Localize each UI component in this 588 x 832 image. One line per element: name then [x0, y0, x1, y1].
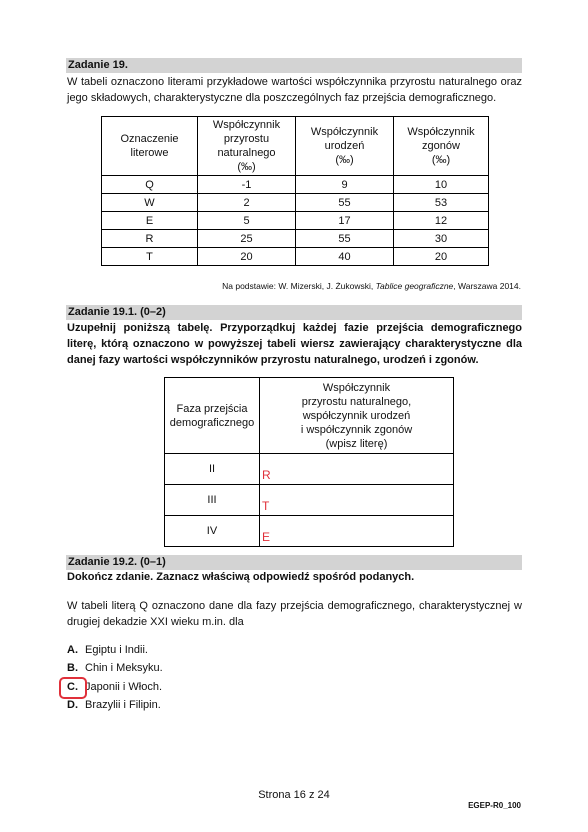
cell: 20	[394, 248, 489, 266]
answer-cell[interactable]: R	[260, 454, 454, 485]
task-19-1-instruction: Uzupełnij poniższą tabelę. Przyporządkuj każdej fazie przejścia demograficznego literę, którą oznaczono w powyższej tabeli wiersz zawierający charakterystyczne dla danej fazy wartości współczynników przyrostu naturalnego, urodzeń i zgonów.	[67, 322, 522, 366]
cell: 25	[198, 230, 296, 248]
cell: 53	[394, 194, 489, 212]
table-row	[165, 454, 454, 485]
phase-cell: IV	[165, 516, 260, 547]
header-phase: Faza przejścia demograficznego	[165, 378, 260, 454]
task-19-2-question: W tabeli literą Q oznaczono dane dla fazy przejścia demograficznego, charakterystycznej w drugiej dekadzie XXI wieku m.in. dla	[67, 600, 522, 628]
task-19-intro: W tabeli oznaczono literami przykładowe wartości współczynnika przyrostu naturalnego oraz jego składowych, charakterystyczne dla poszczególnych faz przejścia demograficznego.	[67, 76, 522, 104]
option-b[interactable]: B. Chin i Meksyku.	[67, 662, 163, 674]
table-row	[165, 516, 454, 547]
phase-cell: III	[165, 485, 260, 516]
cell: Q	[102, 176, 198, 194]
cell: 2	[198, 194, 296, 212]
selected-answer-mark	[59, 677, 87, 699]
table-row	[102, 176, 489, 194]
answer-cell[interactable]: E	[260, 516, 454, 547]
cell: 40	[296, 248, 394, 266]
option-a[interactable]: A. Egiptu i Indii.	[67, 644, 148, 656]
table-row	[102, 194, 489, 212]
cell: 55	[296, 230, 394, 248]
cell: 55	[296, 194, 394, 212]
table-row	[165, 485, 454, 516]
cell: 9	[296, 176, 394, 194]
option-c[interactable]: C. Japonii i Włoch.	[67, 681, 163, 693]
cell: E	[102, 212, 198, 230]
header-birth-rate: Współczynnik urodzeń (‰)	[296, 117, 394, 176]
cell: 5	[198, 212, 296, 230]
exam-code: EGEP-R0_100	[468, 801, 521, 810]
cell: 10	[394, 176, 489, 194]
page-number: Strona 16 z 24	[258, 789, 330, 801]
cell: T	[102, 248, 198, 266]
cell: R	[102, 230, 198, 248]
table-row	[102, 212, 489, 230]
cell: -1	[198, 176, 296, 194]
task-19-title: Zadanie 19.	[66, 58, 522, 73]
task-19-2-title: Zadanie 19.2. (0–1)	[66, 555, 522, 570]
header-letter: Oznaczenie literowe	[102, 117, 198, 176]
table-row	[102, 230, 489, 248]
option-d[interactable]: D. Brazylii i Filipin.	[67, 699, 161, 711]
phase-cell: II	[165, 454, 260, 485]
header-coefficients: Współczynnik przyrostu naturalnego, współczynnik urodzeń i współczynnik zgonów (wpisz literę)	[260, 378, 454, 454]
cell: 12	[394, 212, 489, 230]
table-source: Na podstawie: W. Mizerski, J. Żukowski, Tablice geograficzne, Warszawa 2014.	[222, 281, 521, 291]
task-19-2-instruction: Dokończ zdanie. Zaznacz właściwą odpowiedź spośród podanych.	[67, 571, 415, 583]
cell: W	[102, 194, 198, 212]
header-natural-increase: Współczynnik przyrostu naturalnego (‰)	[198, 117, 296, 176]
header-death-rate: Współczynnik zgonów (‰)	[394, 117, 489, 176]
table-row	[102, 248, 489, 266]
cell: 17	[296, 212, 394, 230]
coefficients-table	[101, 116, 489, 266]
cell: 30	[394, 230, 489, 248]
answer-cell[interactable]: T	[260, 485, 454, 516]
cell: 20	[198, 248, 296, 266]
task-19-1-title: Zadanie 19.1. (0–2)	[66, 305, 522, 320]
answer-table	[164, 377, 454, 547]
